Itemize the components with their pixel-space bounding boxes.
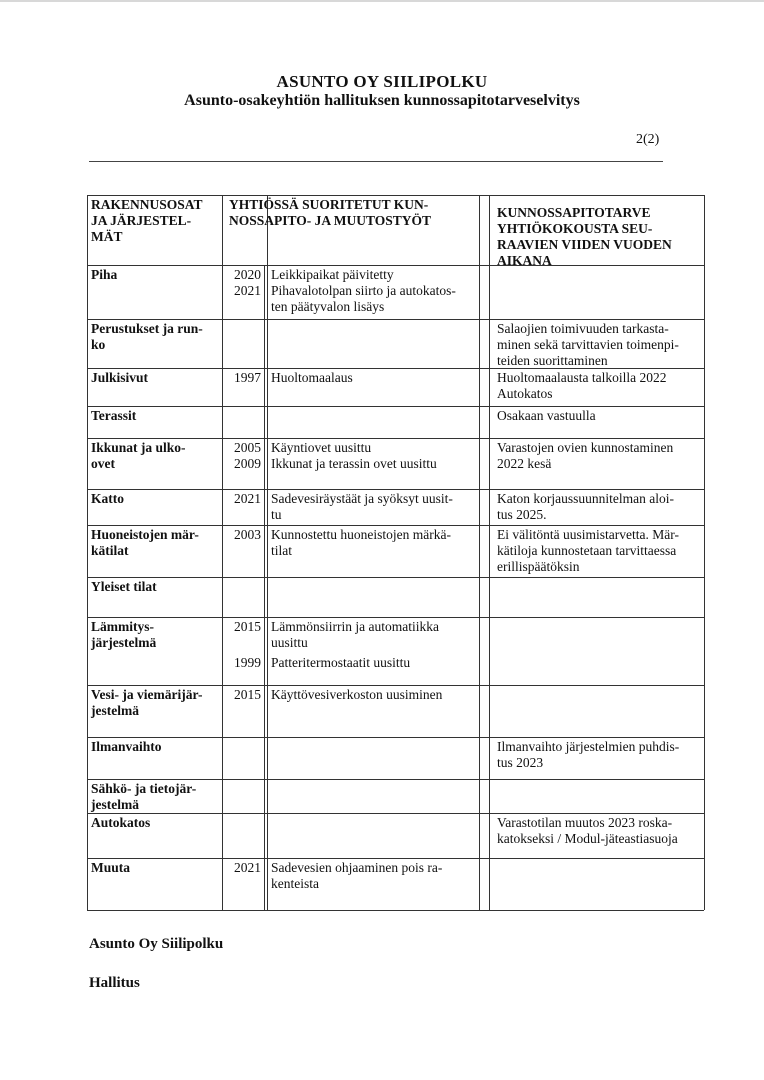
row-divider bbox=[87, 685, 704, 686]
row-divider bbox=[87, 737, 704, 738]
row-label: Lämmitys- bbox=[91, 619, 154, 634]
column-header-parts: RAKENNUSOSAT bbox=[91, 197, 203, 212]
column-header-needs: RAAVIEN VIIDEN VUODEN bbox=[497, 237, 672, 252]
row-divider bbox=[87, 319, 704, 320]
maintenance-need-cell: Ei välitöntä uusimistarvetta. Mär- bbox=[497, 527, 679, 542]
row-divider bbox=[87, 438, 704, 439]
row-label: jestelmä bbox=[91, 797, 139, 812]
row-label: ko bbox=[91, 337, 106, 352]
row-divider bbox=[87, 779, 704, 780]
column-divider bbox=[267, 195, 268, 910]
row-label: Muuta bbox=[91, 860, 131, 875]
maintenance-need-cell: Katon korjaussuunnitelman aloi- bbox=[497, 491, 674, 506]
column-divider bbox=[479, 195, 480, 910]
year-cell: 1999 bbox=[234, 655, 261, 670]
column-header-needs: YHTIÖKOKOUSTA SEU- bbox=[497, 221, 653, 236]
row-label: Ilmanvaihto bbox=[91, 739, 162, 754]
row-divider bbox=[87, 617, 704, 618]
year-cell: 2021 bbox=[234, 283, 261, 298]
work-done-cell: Sadevesien ohjaaminen pois ra- bbox=[271, 860, 443, 875]
column-header-done: YHTIÖSSÄ SUORITETUT KUN- bbox=[229, 197, 429, 212]
column-header-parts: JA JÄRJESTEL- bbox=[91, 213, 192, 228]
work-done-cell: Sadevesiräystäät ja syöksyt uusit- bbox=[271, 491, 453, 506]
year-cell: 1997 bbox=[234, 370, 261, 385]
column-header-done: NOSSAPITO- JA MUUTOSTYÖT bbox=[229, 213, 432, 228]
maintenance-table bbox=[87, 195, 704, 910]
maintenance-need-cell: kätiloja kunnostetaan tarvittaessa bbox=[497, 543, 677, 558]
row-label: Vesi- ja viemärijär- bbox=[91, 687, 203, 702]
work-done-cell: tu bbox=[271, 507, 282, 522]
column-divider bbox=[489, 195, 490, 910]
row-divider bbox=[87, 858, 704, 859]
column-divider bbox=[704, 195, 705, 910]
table-border-bottom bbox=[87, 910, 704, 911]
column-header-parts: MÄT bbox=[91, 229, 123, 244]
work-done-cell: Lämmönsiirrin ja automatiikka bbox=[271, 619, 439, 634]
maintenance-need-cell: Autokatos bbox=[497, 386, 553, 401]
row-label: Perustukset ja run- bbox=[91, 321, 203, 336]
row-label: järjestelmä bbox=[91, 635, 157, 650]
maintenance-need-cell: tus 2023 bbox=[497, 755, 544, 770]
row-divider bbox=[87, 525, 704, 526]
row-label: Yleiset tilat bbox=[91, 579, 157, 594]
maintenance-need-cell: Salaojien toimivuuden tarkasta- bbox=[497, 321, 669, 336]
row-divider bbox=[87, 406, 704, 407]
work-done-cell: Käyttövesiverkoston uusiminen bbox=[271, 687, 443, 702]
work-done-cell: ten päätyvalon lisäys bbox=[271, 299, 385, 314]
column-divider bbox=[87, 195, 88, 910]
row-label: ovet bbox=[91, 456, 115, 471]
row-label: Sähkö- ja tietojär- bbox=[91, 781, 197, 796]
row-label: Ikkunat ja ulko- bbox=[91, 440, 186, 455]
row-divider bbox=[87, 489, 704, 490]
year-cell: 2021 bbox=[234, 860, 261, 875]
row-label: Julkisivut bbox=[91, 370, 149, 385]
scan-edge bbox=[0, 0, 764, 2]
row-label: Terassit bbox=[91, 408, 137, 423]
row-divider bbox=[87, 813, 704, 814]
work-done-cell: Ikkunat ja terassin ovet uusittu bbox=[271, 456, 437, 471]
document-title: ASUNTO OY SIILIPOLKU bbox=[276, 72, 488, 91]
work-done-cell: uusittu bbox=[271, 635, 308, 650]
document-subtitle: Asunto-osakeyhtiön hallituksen kunnossapitotarveselvitys bbox=[184, 92, 580, 109]
year-cell: 2009 bbox=[234, 456, 261, 471]
work-done-cell: tilat bbox=[271, 543, 292, 558]
row-label: Autokatos bbox=[91, 815, 151, 830]
work-done-cell: Patteritermostaatit uusittu bbox=[271, 655, 411, 670]
row-label: Katto bbox=[91, 491, 124, 506]
year-cell: 2015 bbox=[234, 619, 261, 634]
footer-board: Hallitus bbox=[89, 975, 140, 991]
maintenance-need-cell: Osakaan vastuulla bbox=[497, 408, 596, 423]
row-label: Piha bbox=[91, 267, 118, 282]
column-header-needs: AIKANA bbox=[497, 253, 552, 268]
header-rule bbox=[89, 161, 663, 162]
column-divider bbox=[222, 195, 223, 910]
work-done-cell: Pihavalotolpan siirto ja autokatos- bbox=[271, 283, 456, 298]
maintenance-need-cell: Huoltomaalausta talkoilla 2022 bbox=[497, 370, 667, 385]
work-done-cell: Leikkipaikat päivitetty bbox=[271, 267, 394, 282]
work-done-cell: Kunnostettu huoneistojen märkä- bbox=[271, 527, 451, 542]
maintenance-need-cell: minen sekä tarvittavien toimenpi- bbox=[497, 337, 679, 352]
year-cell: 2003 bbox=[234, 527, 261, 542]
row-divider bbox=[87, 577, 704, 578]
year-cell: 2021 bbox=[234, 491, 261, 506]
year-cell: 2020 bbox=[234, 267, 261, 282]
page-number: 2(2) bbox=[636, 132, 660, 147]
maintenance-need-cell: Varastojen ovien kunnostaminen bbox=[497, 440, 674, 455]
year-divider bbox=[264, 265, 265, 910]
column-header-needs: KUNNOSSAPITOTARVE bbox=[497, 205, 651, 220]
maintenance-need-cell: 2022 kesä bbox=[497, 456, 552, 471]
maintenance-need-cell: Ilmanvaihto järjestelmien puhdis- bbox=[497, 739, 680, 754]
maintenance-need-cell: Varastotilan muutos 2023 roska- bbox=[497, 815, 673, 830]
row-label: Huoneistojen mär- bbox=[91, 527, 199, 542]
maintenance-need-cell: erillispäätöksin bbox=[497, 559, 580, 574]
maintenance-need-cell: teiden suorittaminen bbox=[497, 353, 608, 368]
footer-company: Asunto Oy Siilipolku bbox=[89, 936, 224, 952]
work-done-cell: kenteista bbox=[271, 876, 319, 891]
row-label: jestelmä bbox=[91, 703, 139, 718]
work-done-cell: Käyntiovet uusittu bbox=[271, 440, 372, 455]
maintenance-need-cell: tus 2025. bbox=[497, 507, 547, 522]
work-done-cell: Huoltomaalaus bbox=[271, 370, 353, 385]
year-cell: 2005 bbox=[234, 440, 261, 455]
table-border-top bbox=[87, 195, 704, 196]
year-cell: 2015 bbox=[234, 687, 261, 702]
row-label: kätilat bbox=[91, 543, 129, 558]
maintenance-need-cell: katokseksi / Modul-jäteastiasuoja bbox=[497, 831, 678, 846]
